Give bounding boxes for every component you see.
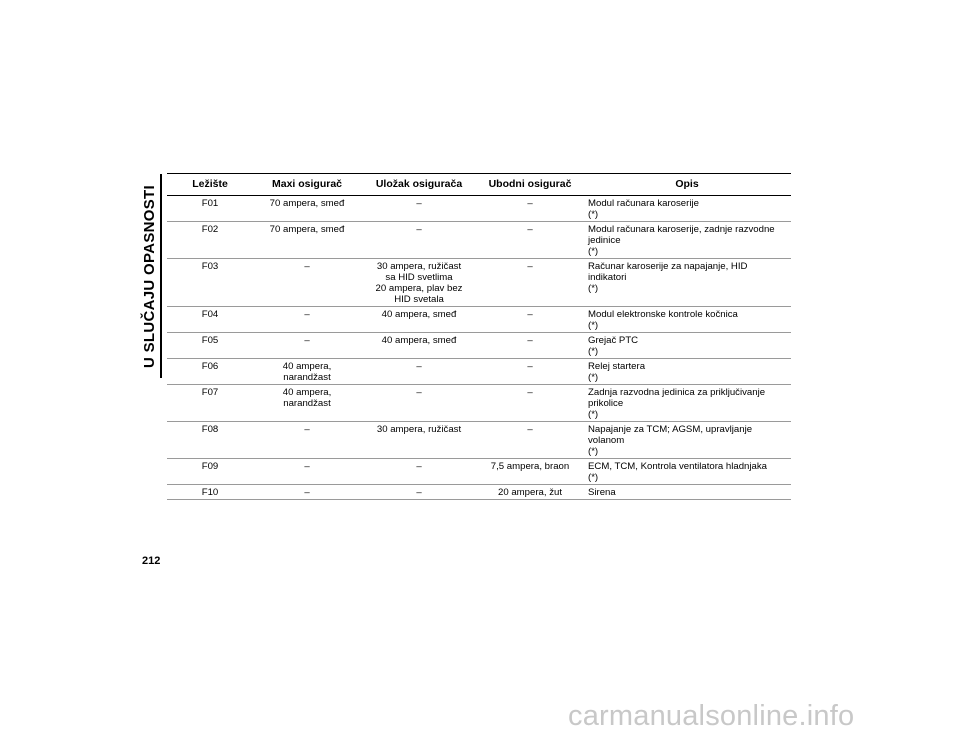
cell-description-line: (*) bbox=[588, 246, 599, 257]
cell-maxi-fuse bbox=[253, 485, 361, 500]
cell-maxi-fuse-line: – bbox=[304, 335, 310, 346]
cell-mini-fuse-line: – bbox=[527, 261, 533, 272]
table-row bbox=[167, 259, 791, 307]
cell-description-line: (*) bbox=[588, 409, 599, 420]
cell-description-line: Modul računara karoserije bbox=[588, 198, 699, 209]
cell-location: F08 bbox=[167, 422, 253, 459]
cell-location: F03 bbox=[167, 259, 253, 307]
cell-maxi-fuse bbox=[253, 422, 361, 459]
cell-mini-fuse-line: – bbox=[527, 424, 533, 435]
cell-description bbox=[583, 422, 791, 459]
cell-maxi-fuse-line: 70 ampera, smeđ bbox=[269, 224, 345, 235]
cell-cartridge-fuse bbox=[361, 333, 477, 359]
cell-description bbox=[583, 485, 791, 500]
cell-cartridge-fuse-line: 30 ampera, ružičast bbox=[376, 424, 462, 435]
cell-maxi-fuse bbox=[253, 196, 361, 222]
cell-maxi-fuse bbox=[253, 459, 361, 485]
table-row bbox=[167, 459, 791, 485]
cell-maxi-fuse bbox=[253, 307, 361, 333]
cell-maxi-fuse bbox=[253, 259, 361, 307]
cell-mini-fuse-line: – bbox=[527, 309, 533, 320]
cell-maxi-fuse-line: – bbox=[304, 261, 310, 272]
cell-description bbox=[583, 459, 791, 485]
table-row bbox=[167, 307, 791, 333]
cell-cartridge-fuse-line: – bbox=[416, 387, 422, 398]
cell-cartridge-fuse bbox=[361, 359, 477, 385]
cell-mini-fuse bbox=[477, 333, 583, 359]
cell-mini-fuse-line: – bbox=[527, 335, 533, 346]
cell-description bbox=[583, 359, 791, 385]
cell-cartridge-fuse-line: – bbox=[416, 198, 422, 209]
cell-cartridge-fuse bbox=[361, 385, 477, 422]
cell-description bbox=[583, 307, 791, 333]
cell-description-line: jedinice bbox=[588, 235, 621, 246]
watermark-text: carmanualsonline.info bbox=[568, 700, 855, 732]
cell-cartridge-fuse-line: HID svetala bbox=[394, 294, 444, 305]
cell-description-line: (*) bbox=[588, 472, 599, 483]
table-row bbox=[167, 359, 791, 385]
cell-description-line: Grejač PTC bbox=[588, 335, 639, 346]
cell-mini-fuse-line: 20 ampera, žut bbox=[498, 487, 562, 498]
cell-cartridge-fuse bbox=[361, 259, 477, 307]
cell-mini-fuse bbox=[477, 359, 583, 385]
cell-description bbox=[583, 385, 791, 422]
cell-description-line: Napajanje za TCM; AGSM, upravljanje bbox=[588, 424, 753, 435]
cell-location: F07 bbox=[167, 385, 253, 422]
cell-cartridge-fuse bbox=[361, 307, 477, 333]
fuse-table-header bbox=[167, 174, 791, 196]
cell-location: F05 bbox=[167, 333, 253, 359]
cell-location: F02 bbox=[167, 222, 253, 259]
cell-maxi-fuse bbox=[253, 222, 361, 259]
cell-cartridge-fuse bbox=[361, 422, 477, 459]
cell-description-line: (*) bbox=[588, 209, 599, 220]
cell-mini-fuse bbox=[477, 422, 583, 459]
table-row bbox=[167, 196, 791, 222]
fuse-table bbox=[167, 173, 791, 500]
cell-cartridge-fuse-line: – bbox=[416, 361, 422, 372]
cell-maxi-fuse-line: – bbox=[304, 424, 310, 435]
cell-maxi-fuse bbox=[253, 333, 361, 359]
cell-cartridge-fuse-line: 30 ampera, ružičast bbox=[376, 261, 462, 272]
cell-mini-fuse bbox=[477, 196, 583, 222]
cell-mini-fuse-line: – bbox=[527, 387, 533, 398]
cell-mini-fuse bbox=[477, 385, 583, 422]
cell-mini-fuse bbox=[477, 307, 583, 333]
cell-maxi-fuse-line: 40 ampera, bbox=[282, 361, 332, 372]
cell-maxi-fuse-line: narandžast bbox=[283, 398, 331, 409]
cell-maxi-fuse-line: narandžast bbox=[283, 372, 331, 383]
cell-mini-fuse-line: – bbox=[527, 224, 533, 235]
cell-mini-fuse bbox=[477, 259, 583, 307]
cell-maxi-fuse-line: – bbox=[304, 487, 310, 498]
cell-description-line: Sirena bbox=[588, 487, 616, 498]
cell-mini-fuse-line: – bbox=[527, 361, 533, 372]
cell-mini-fuse bbox=[477, 485, 583, 500]
table-row bbox=[167, 222, 791, 259]
cell-description-line: (*) bbox=[588, 372, 599, 383]
cell-location: F09 bbox=[167, 459, 253, 485]
cell-maxi-fuse bbox=[253, 359, 361, 385]
cell-cartridge-fuse-line: 40 ampera, smeđ bbox=[381, 309, 457, 320]
cell-mini-fuse-line: 7,5 ampera, braon bbox=[490, 461, 570, 472]
cell-maxi-fuse-line: 40 ampera, bbox=[282, 387, 332, 398]
header-mini-fuse: Ubodni osigurač bbox=[477, 174, 583, 196]
cell-cartridge-fuse-line: sa HID svetlima bbox=[385, 272, 453, 283]
header-description: Opis bbox=[583, 174, 791, 196]
cell-description bbox=[583, 333, 791, 359]
cell-description bbox=[583, 196, 791, 222]
cell-cartridge-fuse-line: – bbox=[416, 224, 422, 235]
cell-location: F01 bbox=[167, 196, 253, 222]
section-divider-line bbox=[160, 174, 162, 378]
header-location: Ležište bbox=[167, 174, 253, 196]
cell-description bbox=[583, 259, 791, 307]
table-row bbox=[167, 333, 791, 359]
cell-description-line: (*) bbox=[588, 283, 599, 294]
cell-mini-fuse-line: – bbox=[527, 198, 533, 209]
fuse-table-body bbox=[167, 196, 791, 500]
cell-cartridge-fuse-line: 20 ampera, plav bez bbox=[375, 283, 463, 294]
cell-mini-fuse bbox=[477, 459, 583, 485]
cell-description-line: Modul elektronske kontrole kočnica bbox=[588, 309, 738, 320]
cell-maxi-fuse-line: – bbox=[304, 461, 310, 472]
cell-cartridge-fuse bbox=[361, 485, 477, 500]
section-title-vertical bbox=[139, 174, 159, 378]
cell-cartridge-fuse bbox=[361, 222, 477, 259]
cell-description-line: prikolice bbox=[588, 398, 624, 409]
header-row bbox=[167, 174, 791, 196]
cell-cartridge-fuse-line: 40 ampera, smeđ bbox=[381, 335, 457, 346]
table-row bbox=[167, 385, 791, 422]
cell-maxi-fuse-line: – bbox=[304, 309, 310, 320]
cell-description-line: Modul računara karoserije, zadnje razvodne bbox=[588, 224, 775, 235]
cell-cartridge-fuse-line: – bbox=[416, 487, 422, 498]
cell-mini-fuse bbox=[477, 222, 583, 259]
cell-description-line: Zadnja razvodna jedinica za priključivanje bbox=[588, 387, 766, 398]
cell-description-line: volanom bbox=[588, 435, 625, 446]
page-number: 212 bbox=[142, 555, 161, 567]
table-row bbox=[167, 422, 791, 459]
cell-maxi-fuse-line: 70 ampera, smeđ bbox=[269, 198, 345, 209]
section-title-text: U SLUČAJU OPASNOSTI bbox=[140, 184, 158, 368]
cell-cartridge-fuse-line: – bbox=[416, 461, 422, 472]
table-row bbox=[167, 485, 791, 500]
cell-cartridge-fuse bbox=[361, 196, 477, 222]
cell-location: F10 bbox=[167, 485, 253, 500]
cell-description-line: Računar karoserije za napajanje, HID bbox=[588, 261, 748, 272]
cell-cartridge-fuse bbox=[361, 459, 477, 485]
header-maxi-fuse: Maxi osigurač bbox=[253, 174, 361, 196]
cell-description-line: Relej startera bbox=[588, 361, 646, 372]
cell-description-line: (*) bbox=[588, 346, 599, 357]
cell-maxi-fuse bbox=[253, 385, 361, 422]
cell-description-line: (*) bbox=[588, 320, 599, 331]
cell-location: F06 bbox=[167, 359, 253, 385]
header-cartridge-fuse: Uložak osigurača bbox=[361, 174, 477, 196]
cell-description-line: (*) bbox=[588, 446, 599, 457]
cell-location: F04 bbox=[167, 307, 253, 333]
cell-description-line: indikatori bbox=[588, 272, 627, 283]
cell-description bbox=[583, 222, 791, 259]
cell-description-line: ECM, TCM, Kontrola ventilatora hladnjaka bbox=[588, 461, 767, 472]
